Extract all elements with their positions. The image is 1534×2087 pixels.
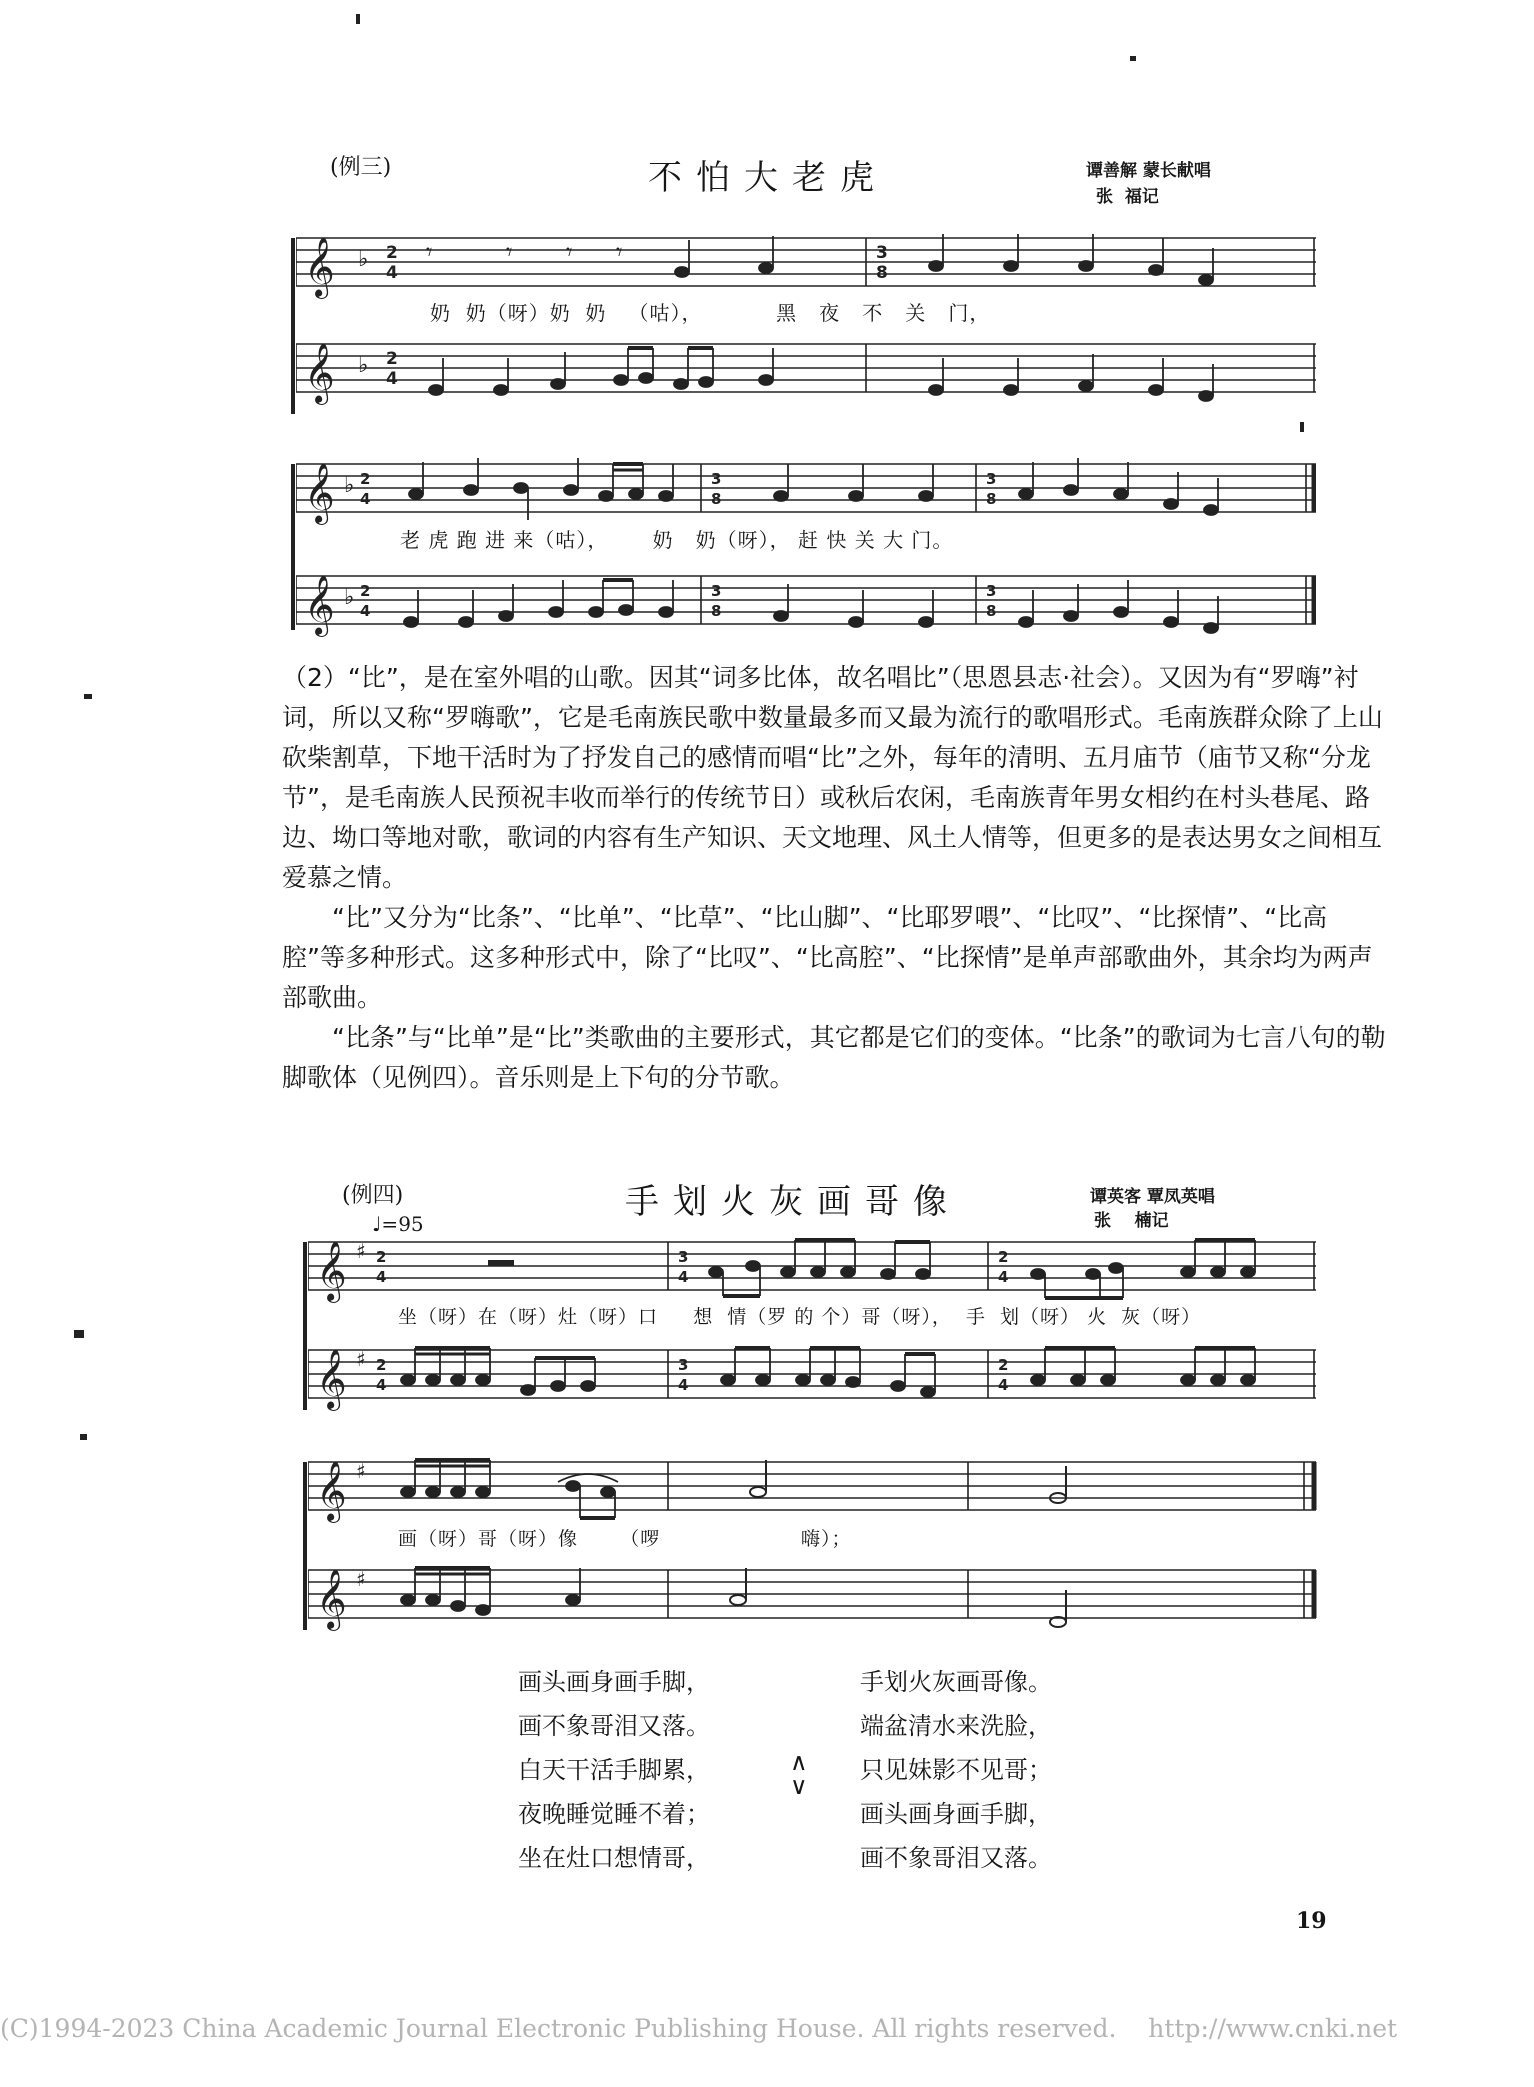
verse-line: 画不象哥泪又落。 [860, 1844, 1052, 1872]
scan-speck [1130, 56, 1136, 61]
example3-system1-lower-staff [296, 334, 1316, 414]
svg-text:3: 3 [678, 1248, 689, 1266]
example3-label: (例三) [330, 155, 392, 180]
svg-text:𝄞: 𝄞 [304, 575, 335, 635]
verse-line: 画头画身画手脚， [860, 1800, 1052, 1828]
svg-text:8: 8 [711, 490, 722, 508]
svg-text:2: 2 [376, 1248, 387, 1266]
svg-text:3: 3 [678, 1356, 689, 1374]
svg-text:4: 4 [998, 1376, 1009, 1394]
example4-system2-upper-staff [308, 1452, 1318, 1532]
example4-credit-recorder: 张 楠记 [1094, 1211, 1169, 1231]
svg-text:♭: ♭ [358, 247, 369, 272]
svg-text:2: 2 [998, 1248, 1009, 1266]
verse-line: 夜晚睡觉睡不着； [518, 1800, 710, 1828]
svg-text:♭: ♭ [344, 473, 355, 498]
verse-right-column [860, 1660, 1052, 1880]
svg-text:2: 2 [998, 1356, 1009, 1374]
example3-system2-lower-staff [296, 566, 1316, 646]
svg-text:♯: ♯ [356, 1459, 366, 1483]
svg-text:𝄾: 𝄾 [616, 238, 623, 266]
paragraph-2: “比”又分为“比条”、“比单”、“比草”、“比山脚”、“比耶罗喂”、“比叹”、“比探情”、“比高腔”等多种形式。这多种形式中，除了“比叹”、“比高腔”、“比探情”是单声部歌曲外，其余均为两声部歌曲。 [282, 903, 1373, 1012]
verse-line: 坐在灶口想情哥， [518, 1844, 710, 1872]
scan-speck [84, 694, 92, 699]
svg-text:3: 3 [711, 582, 722, 600]
svg-text:2: 2 [360, 470, 371, 488]
example4-title: 手划火灰画哥像 [625, 1182, 961, 1222]
svg-text:♯: ♯ [356, 1347, 366, 1371]
svg-text:4: 4 [376, 1268, 387, 1286]
example4-system1-lower-staff [308, 1340, 1318, 1420]
verse-left-column [518, 1660, 710, 1880]
copyright-footer: (C)1994-2023 China Academic Journal Electronic Publishing House. All rights reserved. http://www.cnki.net [0, 2014, 1398, 2043]
svg-text:𝄞: 𝄞 [316, 1349, 347, 1409]
verse-line: 手划火灰画哥像。 [860, 1668, 1052, 1696]
svg-text:♯: ♯ [356, 1239, 366, 1263]
example4-credit-singers: 谭英客 覃凤英唱 [1090, 1187, 1215, 1207]
example3-lyrics-line1: 奶 奶（呀）奶 奶 （咕）， 黑 夜 不 关 门， [430, 301, 991, 325]
paragraph-3: “比条”与“比单”是“比”类歌曲的主要形式，其它都是它们的变体。“比条”的歌词为七言八句的勒脚歌体（见例四）。音乐则是上下句的分节歌。 [282, 1023, 1386, 1092]
repeat-up-mark: ∧ [790, 1748, 808, 1776]
svg-text:♭: ♭ [344, 585, 355, 610]
svg-text:3: 3 [876, 243, 888, 263]
svg-text:𝄾: 𝄾 [426, 238, 433, 266]
verse-line: 画不象哥泪又落。 [518, 1712, 710, 1740]
svg-text:8: 8 [986, 490, 997, 508]
svg-text:2: 2 [376, 1356, 387, 1374]
example3-system2-upper-staff [296, 454, 1316, 534]
svg-text:8: 8 [986, 602, 997, 620]
scan-speck [80, 1434, 87, 1440]
example4-tempo: ♩=95 [372, 1212, 424, 1236]
svg-text:3: 3 [711, 470, 722, 488]
repeat-down-mark: ∨ [790, 1772, 808, 1800]
svg-text:4: 4 [678, 1268, 689, 1286]
svg-text:2: 2 [386, 349, 398, 369]
paragraph-1: （2）“比”，是在室外唱的山歌。因其“词多比体，故名唱比”（思恩县志·社会）。又因为有“罗嗨”衬词，所以又称“罗嗨歌”，它是毛南族民歌中数量最多而又最为流行的歌唱形式。毛南族群众除了上山砍柴割草，下地干活时为了抒发自己的感情而唱“比”之外，每年的清明、五月庙节（庙节又称“分龙节”，是毛南族人民预祝丰收而举行的传统节日）或秋后农闲，毛南族青年男女相约在村头巷尾、路边、坳口等地对歌，歌词的内容有生产知识、天文地理、风土人情等，但更多的是表达男女之间相互爱慕之情。 [282, 663, 1383, 892]
example3-title: 不怕大老虎 [648, 158, 888, 198]
svg-text:8: 8 [876, 263, 888, 283]
svg-text:𝄞: 𝄞 [316, 1569, 347, 1629]
svg-text:4: 4 [678, 1376, 689, 1394]
svg-text:♭: ♭ [358, 353, 369, 378]
svg-text:4: 4 [360, 602, 371, 620]
svg-text:4: 4 [386, 263, 398, 283]
example4-system1-upper-staff [308, 1232, 1318, 1312]
svg-text:𝄾: 𝄾 [506, 238, 513, 266]
svg-text:3: 3 [986, 582, 997, 600]
svg-text:𝄞: 𝄞 [304, 237, 335, 297]
example4-lyrics-line2: 画（呀）哥（呀）像 （啰 嗨）； [398, 1528, 852, 1550]
svg-text:3: 3 [986, 470, 997, 488]
svg-text:8: 8 [711, 602, 722, 620]
example4-label: (例四) [342, 1183, 404, 1208]
svg-text:4: 4 [376, 1376, 387, 1394]
svg-text:𝄞: 𝄞 [316, 1461, 347, 1521]
verse-line: 只见妹影不见哥； [860, 1756, 1052, 1784]
example4-system2-lower-staff [308, 1560, 1318, 1640]
verse-line: 画头画身画手脚， [518, 1668, 710, 1696]
verse-line: 端盆清水来洗脸， [860, 1712, 1052, 1740]
svg-text:𝄞: 𝄞 [316, 1241, 347, 1301]
svg-text:♯: ♯ [356, 1567, 366, 1591]
svg-text:𝄞: 𝄞 [304, 463, 335, 523]
scan-speck [74, 1330, 84, 1338]
scan-speck [356, 14, 360, 24]
svg-text:𝄞: 𝄞 [304, 343, 335, 403]
example4-lyrics-line1: 坐（呀）在（呀）灶（呀）口 想 情（罗 的 个）哥（呀）， 手 划（呀） 火 灰（呀） [398, 1306, 1202, 1328]
example3-system1-upper-staff [296, 228, 1316, 308]
example3-credit-recorder: 张 福记 [1096, 187, 1159, 207]
page-number: 19 [1296, 1908, 1327, 1934]
svg-text:4: 4 [998, 1268, 1009, 1286]
scan-speck [1300, 422, 1304, 432]
example3-lyrics-line2: 老 虎 跑 进 来（咕）， 奶 奶（呀）， 赶 快 关 大 门。 [400, 528, 954, 552]
body-text [282, 658, 1388, 1098]
svg-text:4: 4 [360, 490, 371, 508]
svg-text:4: 4 [386, 369, 398, 389]
repeat-marks [790, 1750, 808, 1798]
example3-credit-singers: 谭善解 蒙长献唱 [1086, 161, 1211, 181]
verse-line: 白天干活手脚累， [518, 1756, 710, 1784]
svg-text:2: 2 [360, 582, 371, 600]
svg-text:2: 2 [386, 243, 398, 263]
svg-text:𝄾: 𝄾 [566, 238, 573, 266]
